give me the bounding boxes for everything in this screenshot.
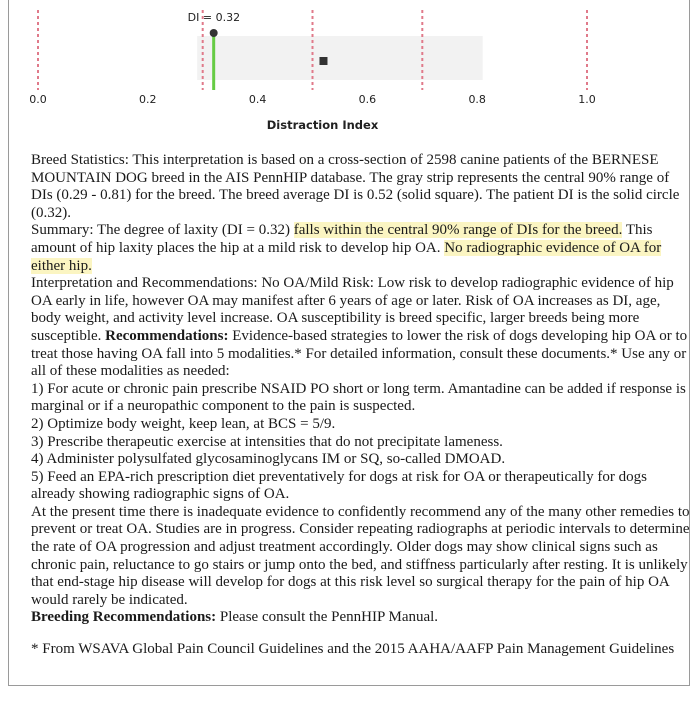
present-time-paragraph: At the present time there is inadequate evidence to confidently recommend any of the many other remedies to prevent or treat OA. Studies are in progress. Consider repeating radiographs at periodic intervals to determine the rate of OA progression and adjust treatment accordingly. Older dogs may show clinical signs such as chronic pain, reluctance to go stairs or jump onto the bed, and stiffness particularly after resting. It is unlikely that end-stage hip disease will develop for dogs at this risk level so surgical therapy for the pain of hip OA would rarely be indicated. xyxy=(31,503,690,608)
x-tick-label: 0.0 xyxy=(29,93,47,106)
breed-statistics-paragraph: Breed Statistics: This interpretation is based on a cross-section of 2598 canine patients of the BERNESE MOUNTAIN DOG breed in the AIS PennHIP database. The gray strip represents the central 90% range of DIs (0.29 - 0.81) for the breed. The breed average DI is 0.52 (solid square). The patient DI is the solid circle (0.32). xyxy=(31,152,680,221)
x-tick-label: 0.2 xyxy=(139,93,157,106)
x-tick-label: 0.4 xyxy=(248,93,267,106)
modality-item: 5) Feed an EPA-rich prescription diet preventatively for dogs at risk for OA or therapeutically for dogs already showing radiographic signs of OA. xyxy=(31,468,647,503)
interpretation-paragraph xyxy=(31,275,691,381)
x-axis-label: Distraction Index xyxy=(266,118,379,132)
x-tick-label: 0.6 xyxy=(358,93,377,106)
patient-di-marker xyxy=(210,29,218,37)
x-tick-label: 0.8 xyxy=(468,93,486,106)
summary-text: Summary: The degree of laxity (DI = 0.32) xyxy=(31,222,294,239)
report-frame xyxy=(8,0,690,686)
summary-text-middle: This amount of hip laxity places the hip at a mild risk to develop hip OA. xyxy=(31,222,653,256)
x-tick-label: 1.0 xyxy=(578,93,596,106)
modality-item: 2) Optimize body weight, keep lean, at BCS = 5/9. xyxy=(31,415,336,432)
modality-item: 3) Prescribe therapeutic exercise at intensities that do not precipitate lameness. xyxy=(31,433,503,450)
breeding-text: Please consult the PennHIP Manual. xyxy=(216,609,439,626)
breeding-label: Breeding Recommendations: xyxy=(31,609,217,626)
summary-paragraph xyxy=(31,222,691,275)
patient-di-label: DI = 0.32 xyxy=(187,11,241,24)
interpretation-text: Interpretation and Recommendations: No OA/Mild Risk: Low risk to develop radiographic evidence of hip OA early in life, however OA may manifest after 6 years of age or later. Risk of OA increases as DI, age, body weight, and activity level increase. OA susceptibility is breed specific, larger breeds being more susceptible. xyxy=(31,275,674,344)
footnote: * From WSAVA Global Pain Council Guidelines and the 2015 AAHA/AAFP Pain Management Guidelines xyxy=(31,641,675,658)
interpretation-report xyxy=(31,152,691,659)
interpretation-text-after: Evidence-based strategies to lower the risk of dogs developing hip OA or to treat those having OA fall into 5 modalities.* For detailed information, consult these documents.* Use any or all of these modalities as needed: xyxy=(31,327,688,380)
breeding-paragraph xyxy=(31,609,691,627)
distraction-index-chart xyxy=(9,0,691,145)
summary-highlight-no-oa: No radiographic evidence of OA for either hip. xyxy=(31,239,662,274)
breed-average-marker xyxy=(319,57,327,65)
modality-item: 1) For acute or chronic pain prescribe NSAID PO short or long term. Amantadine can be added if response is marginal or if a neuropathic component to the pain is suspected. xyxy=(31,380,686,415)
modality-item: 4) Administer polysulfated glycosaminoglycans IM or SQ, so-called DMOAD. xyxy=(31,451,506,468)
recommendations-label: Recommendations: xyxy=(105,327,229,344)
summary-highlight-range: falls within the central 90% range of DIs for the breed. xyxy=(293,222,623,239)
breed-range-strip xyxy=(197,36,482,80)
